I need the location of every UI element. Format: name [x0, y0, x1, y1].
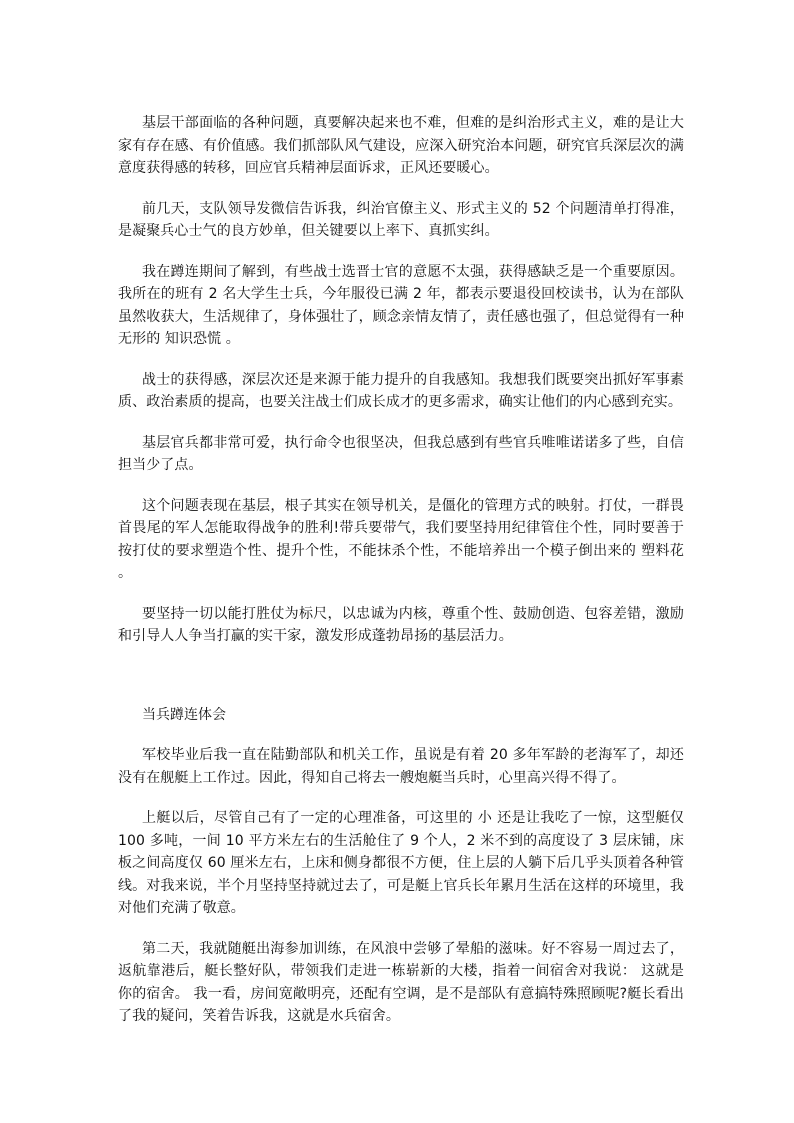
paragraph: 前几天，支队领导发微信告诉我，纠治官僚主义、形式主义的 52 个问题清单打得准，是凝聚兵心士气的良方妙单，但关键要以上率下、真抓实纠。: [118, 200, 684, 239]
paragraph-spacer: [118, 180, 684, 198]
paragraph-spacer: [118, 726, 684, 744]
paragraph: 军校毕业后我一直在陆勤部队和机关工作，虽说是有着 20 多年军龄的老海军了，却还没有在舰艇上工作过。因此，得知自己将去一艘炮艇当兵时，心里高兴得不得了。: [118, 747, 684, 786]
paragraph-spacer: [118, 585, 684, 603]
paragraph: 我在蹲连期间了解到，有些战士选晋士官的意愿不太强，获得感缺乏是一个重要原因。我所在的班有 2 名大学生士兵，今年服役已满 2 年，都表示要退役回校读书，认为在部队虽然收获大，生活规律了，身体强壮了，顾念亲情友情了，责任感也强了，但总觉得有一种无形的 知识恐慌 。: [118, 263, 684, 347]
paragraph-spacer: [118, 414, 684, 432]
paragraph: 基层官兵都非常可爱，执行命令也很坚决，但我总感到有些官兵唯唯诺诺多了些，自信担当少了点。: [118, 434, 684, 473]
document-page: [118, 112, 684, 1028]
paragraph: 上艇以后，尽管自己有了一定的心理准备，可这里的 小 还是让我吃了一惊，这型艇仅 100 多吨，一间 10 平方米左右的生活舱住了 9 个人，2 米不到的高度设了 3 层床铺，床板之间高度仅 60 厘米左右，上床和侧身都很不方便，住上层的人躺下后几乎头顶着各种管线。对我来说，半个月坚持坚持就过去了，可是艇上官兵长年累月生活在这样的环境里，我对他们充满了敬意。: [118, 810, 684, 916]
paragraph: 这个问题表现在基层，根子其实在领导机关，是僵化的管理方式的映射。打仗，一群畏首畏尾的军人怎能取得战争的胜利!带兵要带气，我们要坚持用纪律管住个性，同时要善于按打仗的要求塑造个性、提升个性，不能抹杀个性，不能培养出一个模子倒出来的 塑料花 。: [118, 497, 684, 581]
paragraph-spacer: [118, 789, 684, 807]
paragraph: 基层干部面临的各种问题，真要解决起来也不难，但难的是纠治形式主义，难的是让大家有存在感、有价值感。我们抓部队风气建设，应深入研究治本问题，研究官兵深层次的满意度获得感的转移，回应官兵精神层面诉求，正风还要暖心。: [118, 115, 684, 176]
paragraph-spacer: [118, 243, 684, 261]
section-title: 当兵蹲连体会: [142, 706, 226, 723]
paragraph: 战士的获得感，深层次还是来源于能力提升的自我感知。我想我们既要突出抓好军事素质、政治素质的提高，也要关注战士们成长成才的更多需求，确实让他们的内心感到充实。: [118, 371, 684, 410]
paragraph: 第二天，我就随艇出海参加训练，在风浪中尝够了晕船的滋味。好不容易一周过去了，返航靠港后，艇长整好队，带领我们走进一栋崭新的大楼，指着一间宿舍对我说： 这就是你的宿舍。 我一看，房间宽敞明亮，还配有空调，是不是部队有意搞特殊照顾呢?艇长看出了我的疑问，笑着告诉我，这就是水兵宿舍。: [118, 940, 684, 1024]
paragraph-spacer: [118, 477, 684, 495]
paragraph: 要坚持一切以能打胜仗为标尺，以忠诚为内核，尊重个性、鼓励创造、包容差错，激励和引导人人争当打赢的实干家，激发形成蓬勃昂扬的基层活力。: [118, 605, 684, 644]
paragraph-spacer: [118, 920, 684, 938]
paragraph-spacer: [118, 351, 684, 369]
section-spacer: [118, 648, 684, 704]
